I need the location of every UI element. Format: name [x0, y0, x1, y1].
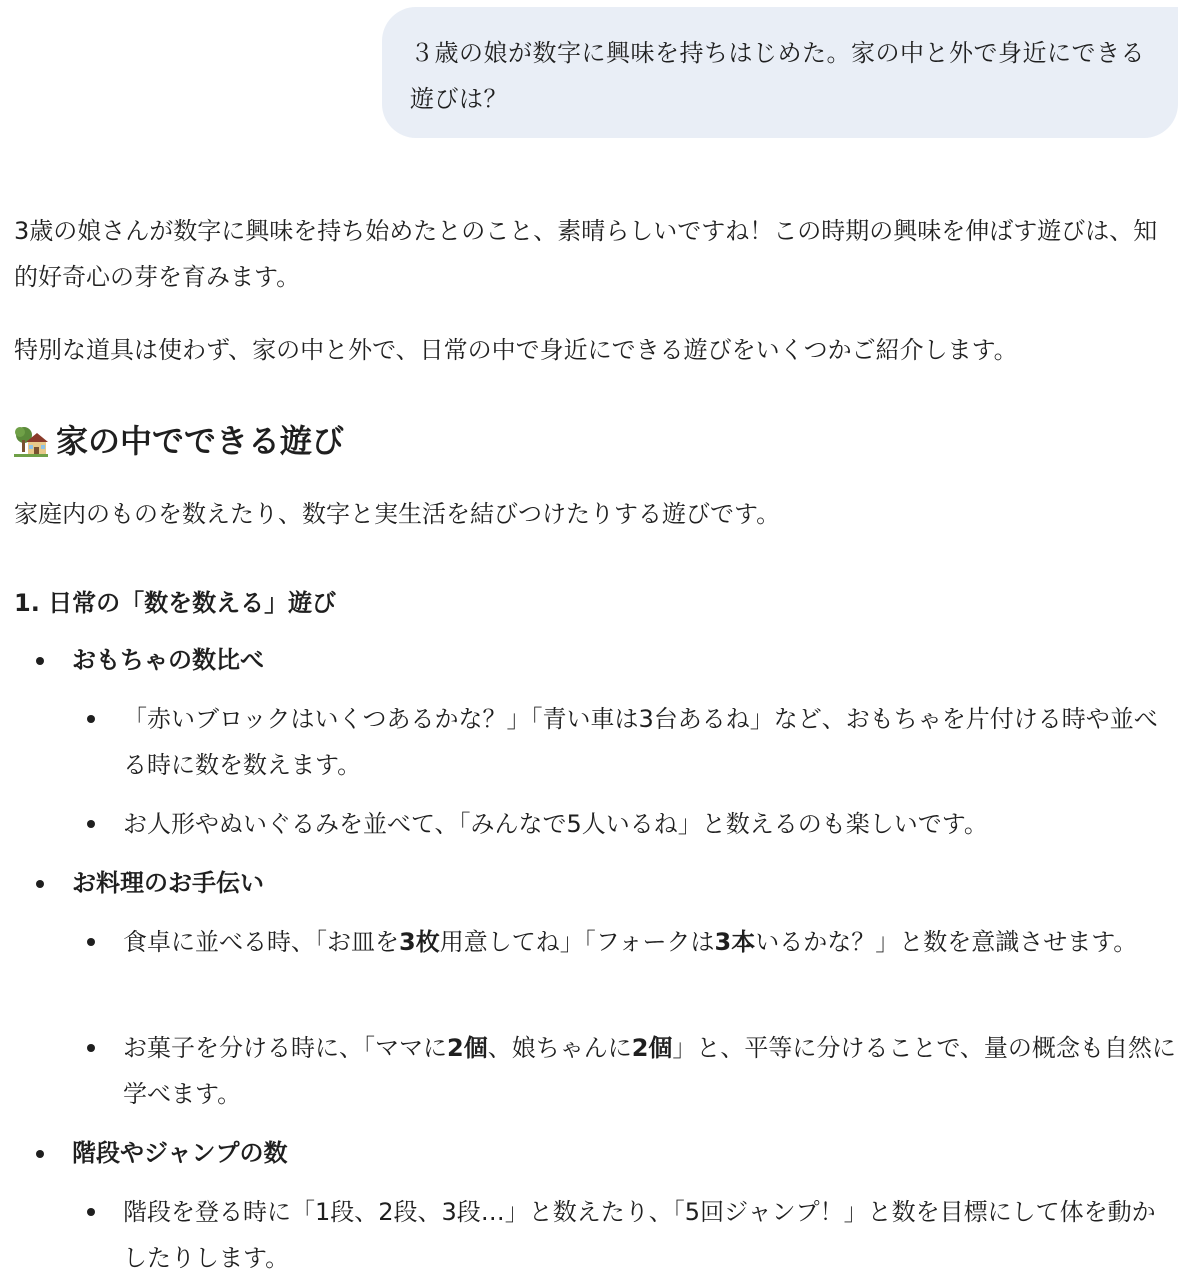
list-item-text: 階段を登る時に「1段、2段、3段…」と数えたり、「5回ジャンプ！」と数を目標にして体を動かしたりします。: [123, 1198, 1156, 1272]
bullet-dot: [36, 1150, 44, 1158]
list-item: [123, 801, 1178, 847]
bullet-dot: [87, 1208, 95, 1216]
bullet-dot: [87, 715, 95, 723]
section-heading-home: [14, 418, 344, 464]
list-item: [123, 1189, 1178, 1281]
bullet-dot: [87, 938, 95, 946]
list-item: [123, 919, 1178, 965]
section-home-description: 家庭内のものを数えたり、数字と実生活を結びつけたりする遊びです。: [14, 500, 781, 528]
section-heading-home-text: 家の中でできる遊び: [56, 422, 345, 460]
group-title: おもちゃの数比べ: [72, 646, 264, 674]
list-item: [123, 696, 1178, 788]
bullet-dot: [87, 1044, 95, 1052]
bullet-dot: [36, 657, 44, 665]
list-item: [123, 1025, 1178, 1117]
list-item-group: [72, 637, 264, 683]
list-item-text: 「赤いブロックはいくつあるかな？」「青い車は3台あるね」など、おもちゃを片付ける時や並べる時に数を数えます。: [123, 705, 1158, 779]
list-item-group: [72, 860, 264, 906]
subsection-heading-counting: 1. 日常の「数を数える」遊び: [14, 589, 337, 617]
user-message-bubble: [382, 7, 1178, 138]
user-message-text: ３歳の娘が数字に興味を持ちはじめた。家の中と外で身近にできる遊びは？: [410, 39, 1145, 113]
list-item-text: 食卓に並べる時、「お皿を3枚用意してね」「フォークは3本いるかな？」と数を意識させます。: [123, 928, 1138, 956]
response-intro-2: 特別な道具は使わず、家の中と外で、日常の中で身近にできる遊びをいくつかご紹介します。: [14, 336, 1018, 364]
bullet-dot: [87, 820, 95, 828]
bullet-dot: [36, 880, 44, 888]
house-with-garden-icon: [14, 424, 48, 458]
list-item-text: お菓子を分ける時に、「ママに2個、娘ちゃんに2個」と、平等に分けることで、量の概念も自然に学べます。: [123, 1034, 1176, 1108]
group-title: お料理のお手伝い: [72, 869, 264, 897]
response-intro-1: 3歳の娘さんが数字に興味を持ち始めたとのこと、素晴らしいですね！この時期の興味を伸ばす遊びは、知的好奇心の芽を育みます。: [14, 217, 1158, 291]
group-title: 階段やジャンプの数: [72, 1139, 288, 1167]
list-item-text: お人形やぬいぐるみを並べて、「みんなで5人いるね」と数えるのも楽しいです。: [123, 810, 988, 838]
list-item-group: [72, 1130, 288, 1176]
